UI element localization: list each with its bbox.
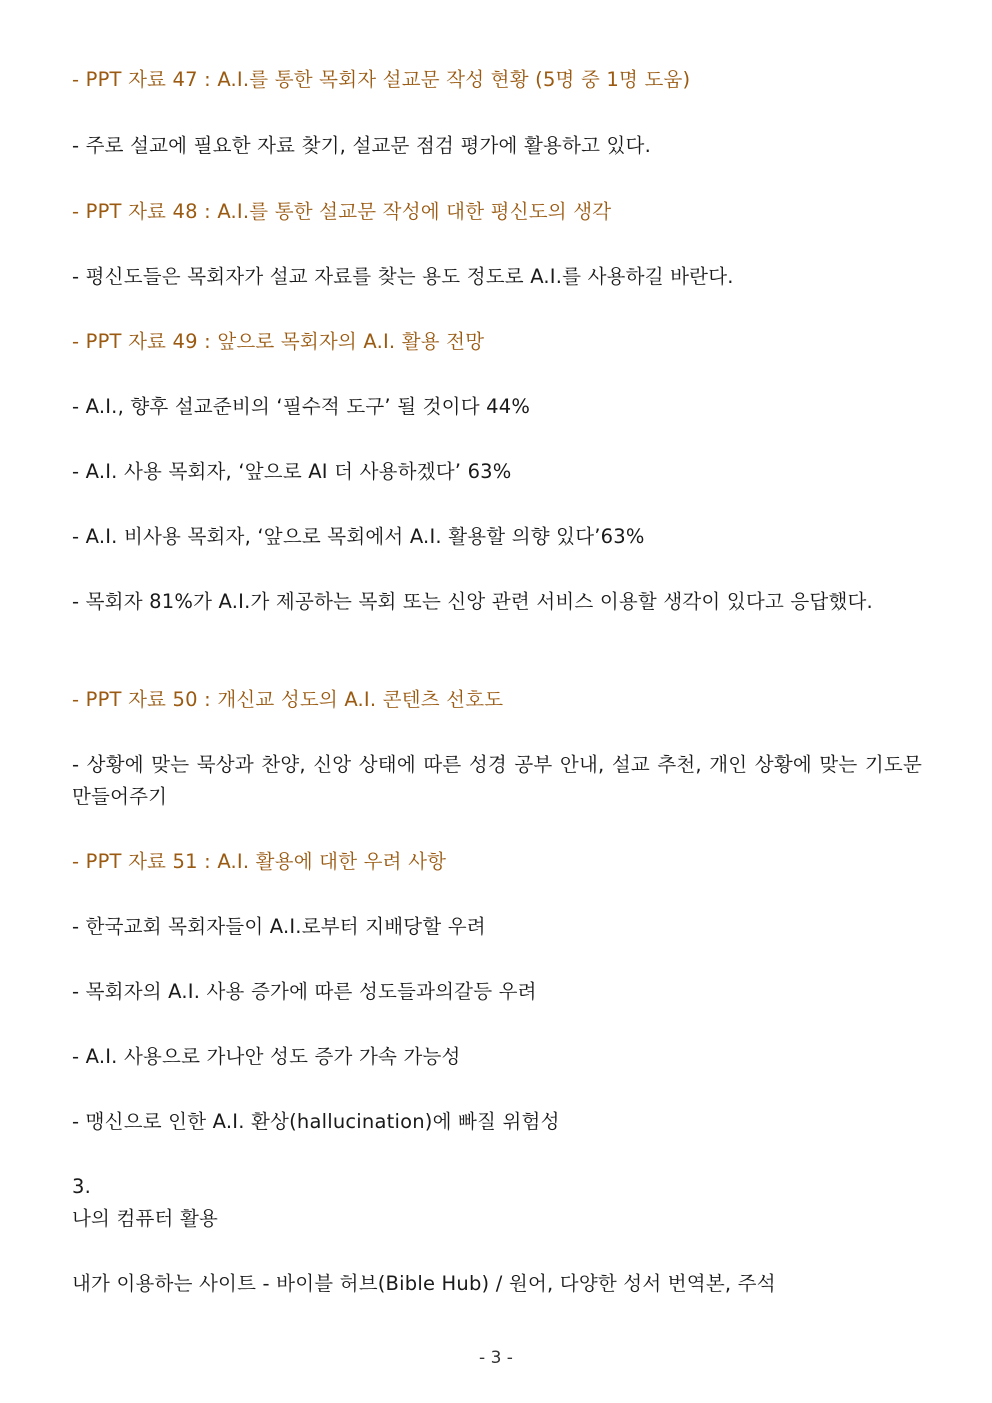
body-line: - 목회자의 A.I. 사용 증가에 따른 성도들과의갈등 우려: [72, 980, 537, 1003]
body-paragraph: - 상황에 맞는 묵상과 찬양, 신앙 상태에 따른 성경 공부 안내, 설교 추천, 개인 상황에 맞는 기도문 만들어주기: [72, 753, 922, 808]
section-heading-ppt-49: - PPT 자료 49 : 앞으로 목회자의 A.I. 활용 전망: [72, 330, 485, 353]
section-title: 나의 컴퓨터 활용: [72, 1207, 219, 1230]
section-heading-ppt-51: - PPT 자료 51 : A.I. 활용에 대한 우려 사항: [72, 850, 447, 873]
page-number: - 3 -: [479, 1348, 513, 1368]
body-line: - A.I. 사용 목회자, ‘앞으로 AI 더 사용하겠다’ 63%: [72, 460, 512, 483]
section-heading-ppt-50: - PPT 자료 50 : 개신교 성도의 A.I. 콘텐츠 선호도: [72, 688, 504, 711]
section-number: 3.: [72, 1175, 92, 1198]
body-line: - A.I. 사용으로 가나안 성도 증가 가속 가능성: [72, 1045, 461, 1068]
body-line: - 한국교회 목회자들이 A.I.로부터 지배당할 우려: [72, 915, 486, 938]
body-line: - A.I. 비사용 목회자, ‘앞으로 목회에서 A.I. 활용할 의향 있다’63%: [72, 525, 645, 548]
body-line: - A.I., 향후 설교준비의 ‘필수적 도구’ 될 것이다 44%: [72, 395, 531, 418]
body-paragraph: - 목회자 81%가 A.I.가 제공하는 목회 또는 신앙 관련 서비스 이용할 생각이 있다고 응답했다.: [72, 590, 873, 613]
body-line: 내가 이용하는 사이트 - 바이블 허브(Bible Hub) / 원어, 다양한 성서 번역본, 주석: [72, 1272, 776, 1295]
section-heading-ppt-47: - PPT 자료 47 : A.I.를 통한 목회자 설교문 작성 현황 (5명 중 1명 도움): [72, 68, 691, 91]
body-line: - 평신도들은 목회자가 설교 자료를 찾는 용도 정도로 A.I.를 사용하길 바란다.: [72, 265, 734, 288]
section-heading-ppt-48: - PPT 자료 48 : A.I.를 통한 설교문 작성에 대한 평신도의 생각: [72, 200, 612, 223]
body-line: - 맹신으로 인한 A.I. 환상(hallucination)에 빠질 위험성: [72, 1110, 560, 1133]
body-line: - 주로 설교에 필요한 자료 찾기, 설교문 점검 평가에 활용하고 있다.: [72, 134, 651, 157]
